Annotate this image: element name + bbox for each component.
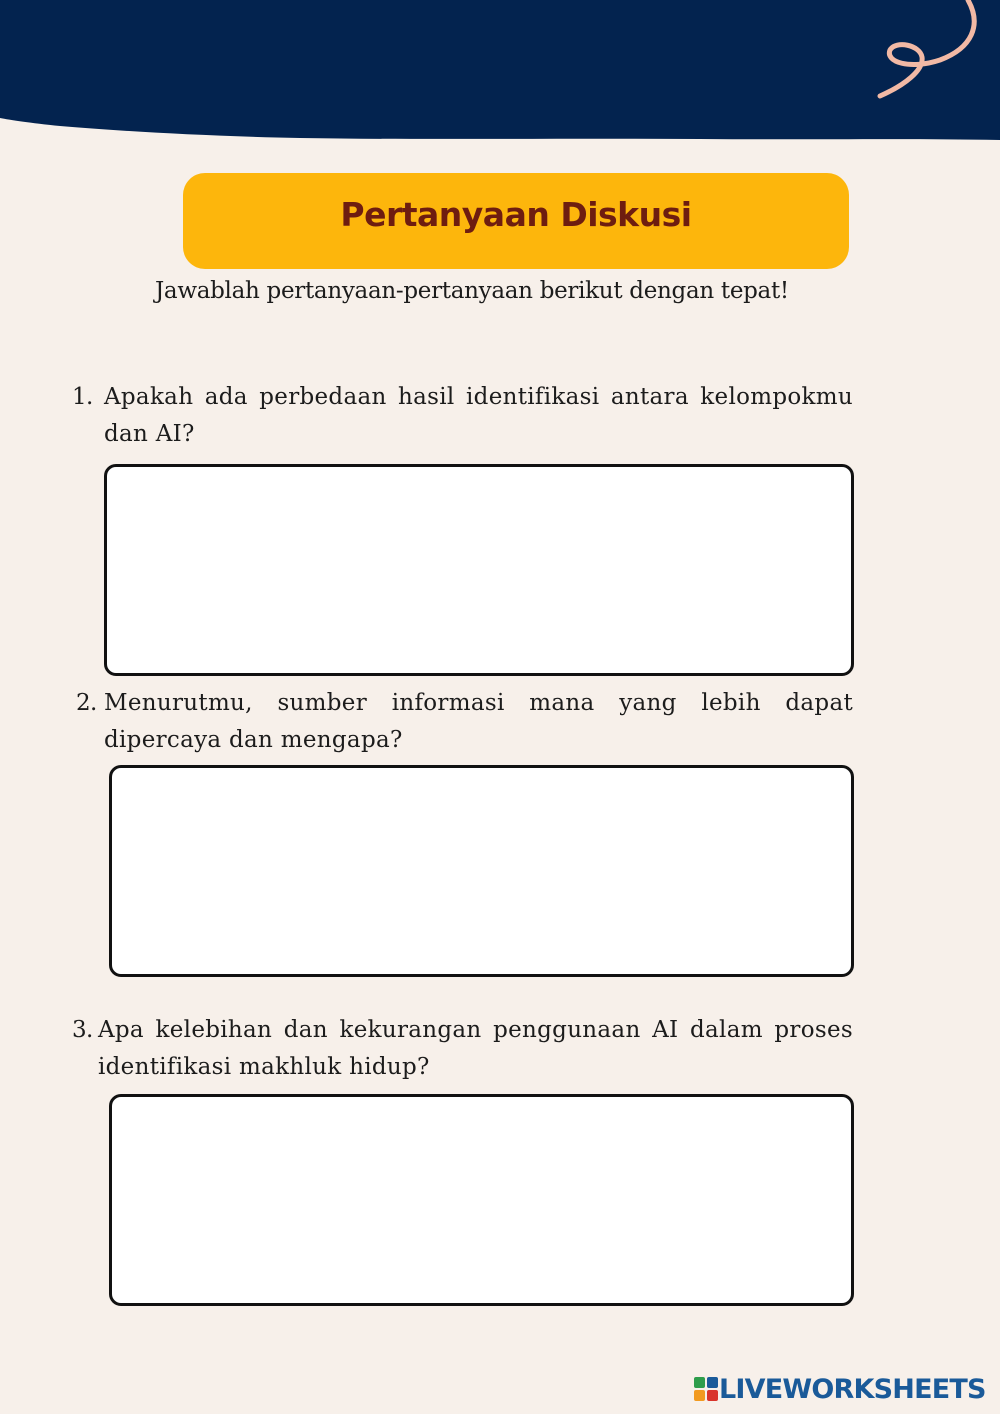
answer-box-3[interactable] — [109, 1094, 854, 1306]
question-3 — [72, 1012, 853, 1086]
liveworksheets-branding — [694, 1373, 986, 1405]
question-number: 1. — [72, 384, 93, 410]
answer-box-2[interactable] — [109, 765, 854, 977]
question-2 — [76, 685, 853, 759]
question-text: Menurutmu, sumber informasi mana yang lebih dapat dipercaya dan mengapa? — [104, 690, 853, 753]
question-number: 2. — [76, 690, 97, 716]
answer-box-1[interactable] — [104, 464, 854, 676]
question-text: Apakah ada perbedaan hasil identifikasi antara kelompokmu dan AI? — [104, 384, 853, 447]
liveworksheets-logo-icon — [694, 1377, 718, 1401]
brand-name: LIVEWORKSHEETS — [719, 1373, 986, 1405]
instruction-text: Jawablah pertanyaan-pertanyaan berikut dengan tepat! — [155, 278, 789, 304]
header-band — [0, 0, 1000, 145]
question-number: 3. — [72, 1017, 93, 1043]
page-title: Pertanyaan Diskusi — [340, 194, 692, 234]
title-banner — [183, 173, 849, 269]
question-text: Apa kelebihan dan kekurangan penggunaan AI dalam proses identifikasi makhluk hidup? — [98, 1017, 853, 1080]
question-1 — [72, 379, 853, 453]
